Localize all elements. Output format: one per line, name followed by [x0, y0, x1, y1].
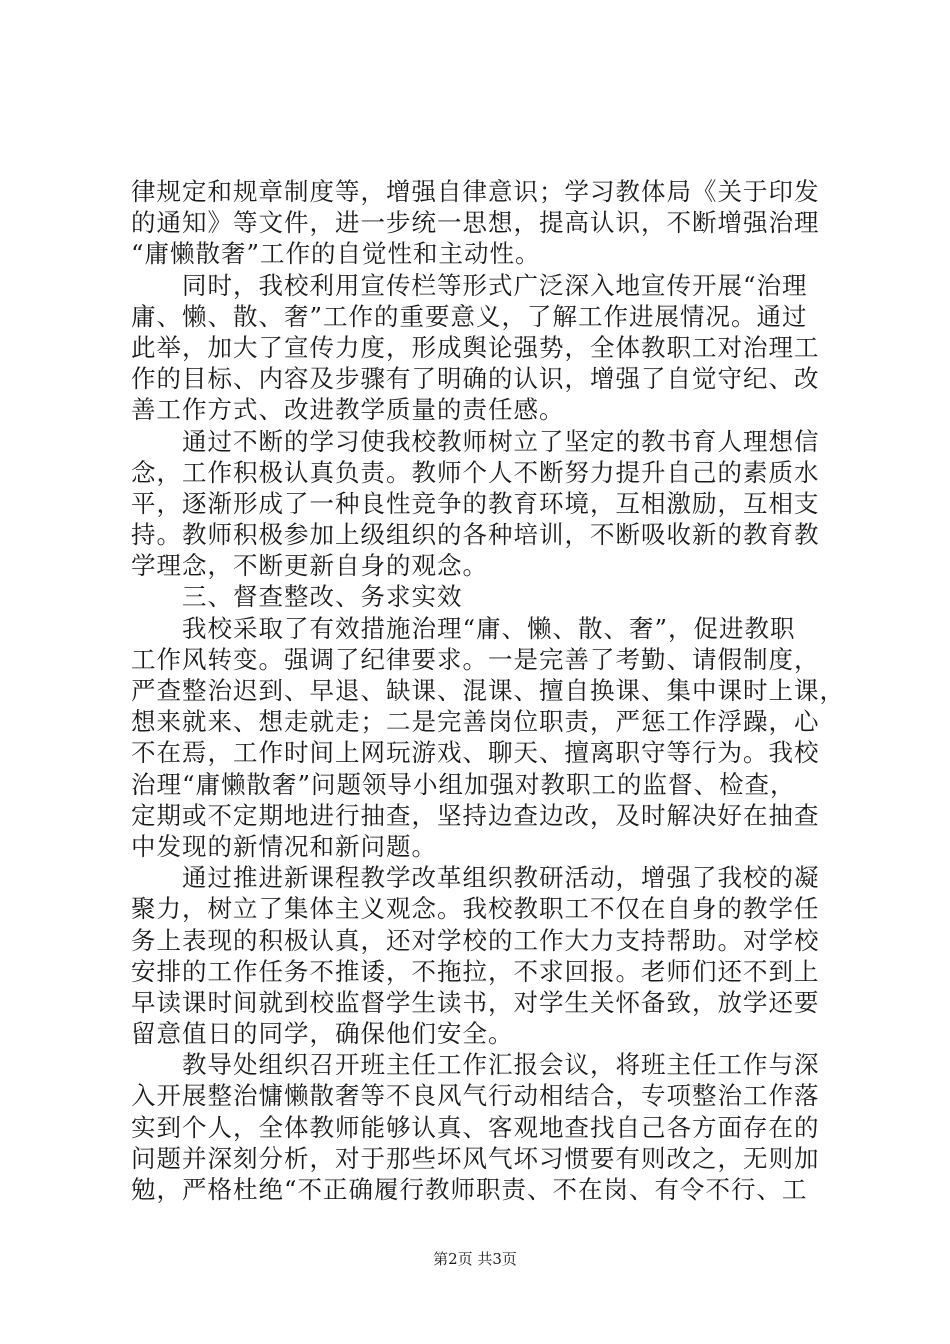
page-number-label: 第2页 共3页	[433, 1250, 517, 1268]
text-line: 同时，我校利用宣传栏等形式广泛深入地宣传开展“治理	[131, 270, 808, 300]
document-body	[131, 176, 843, 1205]
text-line: 持。教师积极参加上级组织的各种培训，不断吸收新的教育教	[131, 520, 820, 550]
text-line: 平，逐渐形成了一种良性竞争的教育环境，互相激励，互相支	[131, 488, 820, 518]
text-line: 务上表现的积极认真，还对学校的工作大力支持帮助。对学校	[131, 925, 820, 955]
text-line: 想来就来、想走就走；二是完善岗位职责，严惩工作浮躁，心	[131, 707, 820, 737]
text-line: 入开展整治慵懒散奢等不良风气行动相结合，专项整治工作落	[131, 1081, 820, 1111]
text-line: 留意值日的同学，确保他们安全。	[131, 1019, 514, 1049]
text-line: 勉，严格杜绝“不正确履行教师职责、不在岗、有令不行、工	[131, 1175, 808, 1204]
text-line: 聚力，树立了集体主义观念。我校教职工不仅在自身的教学任	[131, 894, 820, 924]
text-line: 不在焉，工作时间上网玩游戏、聊天、擅离职守等行为。我校	[131, 738, 820, 768]
text-line: 通过推进新课程教学改革组织教研活动，增强了我校的凝	[131, 863, 820, 893]
text-line: 此举，加大了宣传力度，形成舆论强势，全体教职工对治理工	[131, 332, 820, 362]
page-footer	[0, 1249, 950, 1269]
text-line: 定期或不定期地进行抽查，坚持边查边改，及时解决好在抽查	[131, 800, 820, 830]
text-line: 治理“庸懒散奢”问题领导小组加强对教职工的监督、检查，	[131, 769, 796, 799]
text-line: 通过不断的学习使我校教师树立了坚定的教书育人理想信	[131, 426, 820, 456]
text-line: “庸懒散奢”工作的自觉性和主动性。	[131, 239, 541, 269]
section-heading: 三、督查整改、务求实效	[131, 582, 463, 612]
text-line: 问题并深刻分析，对于那些坏风气坏习惯要有则改之，无则加	[131, 1143, 820, 1173]
text-line: 实到个人，全体教师能够认真、客观地查找自己各方面存在的	[131, 1112, 820, 1142]
text-line: 念，工作积极认真负责。教师个人不断努力提升自己的素质水	[131, 457, 820, 487]
text-line: 安排的工作任务不推诿，不拖拉，不求回报。老师们还不到上	[131, 956, 820, 986]
text-line: 庸、懒、散、奢”工作的重要意义，了解工作进展情况。通过	[131, 301, 808, 331]
text-line: 我校采取了有效措施治理“庸、懒、散、奢”，促进教职	[131, 613, 796, 643]
text-line: 早读课时间就到校监督学生读书，对学生关怀备致，放学还要	[131, 987, 820, 1017]
text-line: 严查整治迟到、早退、缺课、混课、擅自换课、集中课时上课，	[131, 676, 845, 705]
text-line: 中发现的新情况和新问题。	[131, 831, 437, 861]
text-line: 的通知》等文件，进一步统一思想，提高认识，不断增强治理	[131, 208, 820, 238]
text-line: 教导处组织召开班主任工作汇报会议，将班主任工作与深	[131, 1050, 820, 1080]
text-line: 善工作方式、改进教学质量的责任感。	[131, 395, 565, 425]
text-line: 学理念，不断更新自身的观念。	[131, 551, 488, 581]
text-line: 律规定和规章制度等，增强自律意识；学习教体局《关于印发	[131, 177, 820, 206]
text-line: 作的目标、内容及步骤有了明确的认识，增强了自觉守纪、改	[131, 364, 820, 394]
text-line: 工作风转变。强调了纪律要求。一是完善了考勤、请假制度，	[131, 644, 820, 674]
